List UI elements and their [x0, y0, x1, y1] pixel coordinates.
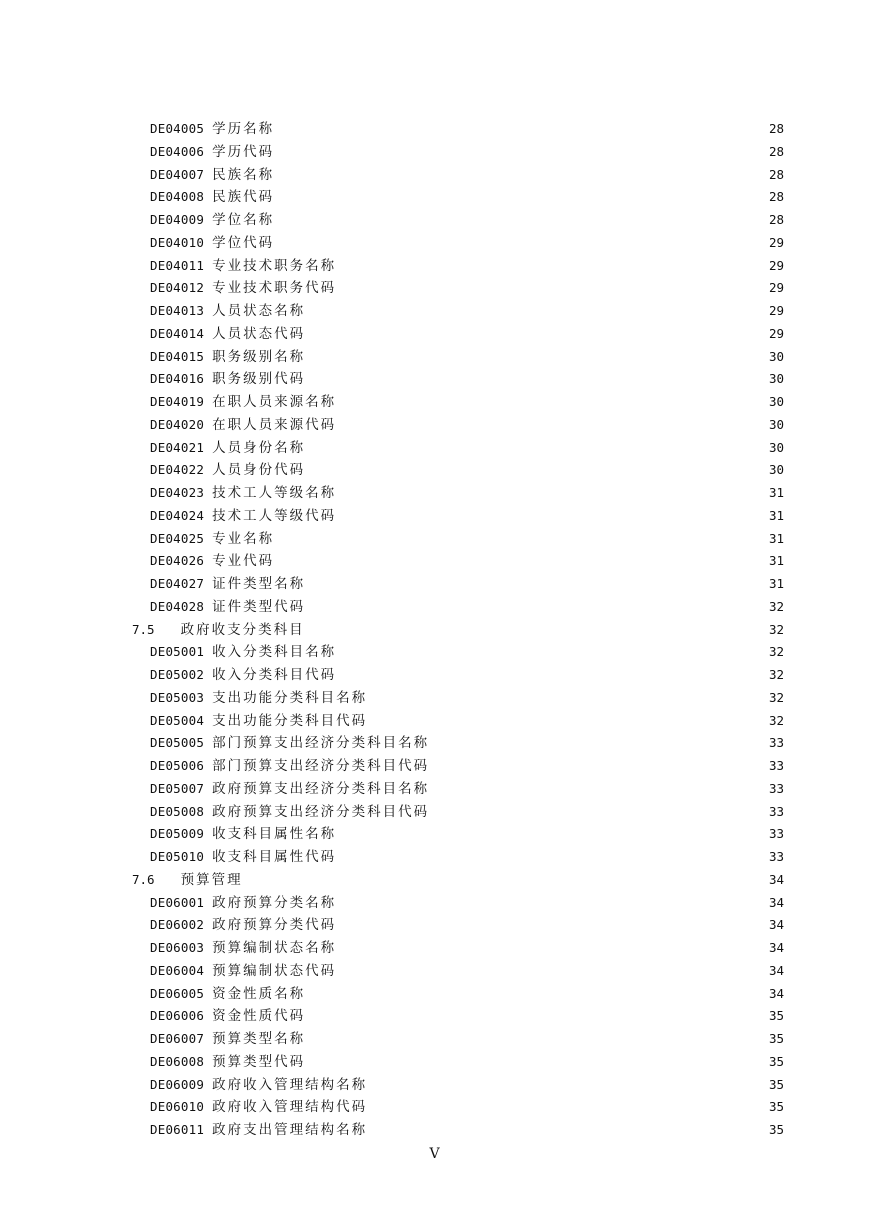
toc-dot-leader	[309, 619, 764, 642]
toc-entry-code: DE05003	[150, 689, 205, 705]
toc-dot-leader	[340, 277, 764, 300]
toc-dot-leader	[340, 960, 764, 983]
toc-entry-page: 32	[768, 667, 784, 682]
toc-entry[interactable]	[0, 710, 784, 733]
toc-entry-title: 收入分类科目名称	[212, 644, 337, 661]
table-of-contents	[0, 118, 869, 1142]
toc-dot-leader	[340, 414, 764, 437]
toc-entry-page: 30	[768, 416, 784, 432]
toc-entry[interactable]	[0, 1096, 784, 1119]
toc-dot-leader	[309, 1028, 764, 1051]
toc-entry[interactable]	[0, 732, 784, 755]
toc-entry[interactable]	[0, 550, 784, 573]
toc-entry-page: 31	[768, 485, 784, 500]
toc-entry[interactable]	[0, 277, 784, 300]
toc-entry-title: 预算编制状态名称	[212, 940, 337, 956]
toc-dot-leader	[309, 596, 764, 619]
toc-entry[interactable]	[0, 1005, 784, 1028]
toc-entry-title: 收入分类科目代码	[212, 667, 337, 683]
toc-entry-page: 29	[768, 234, 784, 250]
toc-entry[interactable]	[0, 1119, 784, 1142]
toc-entry[interactable]	[0, 641, 784, 664]
toc-entry-page: 33	[768, 780, 784, 796]
toc-entry-page: 35	[768, 1053, 784, 1069]
toc-dot-leader	[371, 1096, 764, 1119]
toc-entry-code: DE04012	[150, 280, 205, 296]
toc-entry-code: DE05002	[150, 667, 205, 682]
toc-entry-page: 34	[768, 940, 784, 955]
toc-entry-code: DE04008	[150, 189, 205, 205]
toc-entry[interactable]	[0, 391, 784, 414]
toc-entry-code: DE04013	[150, 303, 205, 318]
toc-entry-code: DE05001	[150, 644, 205, 660]
toc-entry[interactable]	[0, 300, 784, 323]
toc-entry-code: DE05006	[150, 758, 205, 773]
toc-entry-title: 支出功能分类科目代码	[212, 712, 368, 729]
toc-entry-code: DE06010	[150, 1099, 205, 1115]
toc-entry[interactable]	[0, 232, 784, 255]
toc-entry[interactable]	[0, 937, 784, 960]
toc-entry[interactable]	[0, 528, 784, 551]
toc-entry-title: 在职人员来源代码	[212, 416, 337, 433]
toc-entry-code: DE05009	[150, 826, 205, 842]
toc-entry-code: DE04006	[150, 143, 205, 159]
toc-dot-leader	[309, 437, 764, 460]
toc-entry-code: DE04010	[150, 234, 205, 250]
toc-entry-title: 人员身份名称	[212, 439, 306, 456]
toc-entry[interactable]	[0, 801, 784, 824]
toc-entry-title: 收支科目属性代码	[212, 849, 337, 865]
toc-entry[interactable]	[0, 914, 784, 937]
toc-entry-title: 政府预算分类名称	[212, 894, 337, 911]
toc-entry-page: 34	[768, 917, 784, 933]
toc-entry-title: 预算类型名称	[212, 1031, 306, 1047]
toc-dot-leader	[371, 710, 764, 733]
toc-dot-leader	[433, 778, 764, 801]
toc-dot-leader	[309, 323, 764, 346]
toc-entry-code: DE04025	[150, 530, 205, 546]
toc-dot-leader	[309, 346, 764, 369]
toc-entry[interactable]	[0, 823, 784, 846]
toc-entry[interactable]	[0, 892, 784, 915]
toc-dot-leader	[340, 641, 764, 664]
toc-entry-title: 学位代码	[212, 234, 275, 251]
toc-dot-leader	[340, 914, 764, 937]
toc-dot-leader	[309, 573, 764, 596]
toc-entry-title: 技术工人等级名称	[212, 485, 337, 501]
toc-entry-page: 30	[768, 371, 784, 387]
toc-entry-code: DE04022	[150, 462, 205, 478]
toc-dot-leader	[371, 687, 764, 710]
toc-dot-leader	[309, 300, 764, 323]
page-number: V	[429, 1146, 440, 1162]
toc-entry[interactable]	[0, 186, 784, 209]
toc-entry-page: 34	[768, 985, 784, 1001]
toc-entry-title: 政府预算分类代码	[212, 917, 337, 934]
toc-entry-page: 33	[768, 826, 784, 842]
toc-dot-leader	[340, 892, 764, 915]
toc-entry-title: 学位名称	[212, 212, 275, 228]
toc-dot-leader	[309, 1005, 764, 1028]
toc-dot-leader	[309, 368, 764, 391]
toc-entry-page: 28	[768, 212, 784, 227]
toc-entry-page: 34	[768, 962, 784, 978]
toc-entry[interactable]	[0, 596, 784, 619]
toc-entry-page: 32	[768, 689, 784, 705]
toc-entry-page: 31	[768, 507, 784, 523]
toc-entry-title: 预算编制状态代码	[212, 962, 337, 979]
toc-entry-page: 31	[768, 576, 784, 591]
toc-entry-code: DE04020	[150, 416, 205, 432]
toc-dot-leader	[309, 1051, 764, 1074]
toc-dot-leader	[278, 164, 764, 187]
toc-entry-code: DE05010	[150, 849, 205, 864]
toc-entry-code: DE04011	[150, 257, 205, 273]
toc-entry-title: 专业名称	[212, 530, 275, 547]
toc-entry-title: 证件类型名称	[212, 576, 306, 592]
toc-entry[interactable]	[0, 573, 784, 596]
toc-entry-code: DE04023	[150, 485, 205, 500]
toc-dot-leader	[278, 528, 764, 551]
toc-dot-leader	[309, 983, 764, 1006]
toc-entry-title: 职务级别代码	[212, 371, 306, 388]
toc-entry-page: 30	[768, 462, 784, 478]
toc-entry-title: 学历名称	[212, 121, 275, 137]
toc-entry-title: 人员状态代码	[212, 325, 306, 342]
toc-entry[interactable]	[0, 141, 784, 164]
toc-entry-code: DE05004	[150, 712, 205, 728]
toc-entry-code: DE05008	[150, 803, 205, 819]
toc-section-number: 7.5	[132, 621, 155, 637]
toc-entry[interactable]	[0, 368, 784, 391]
toc-entry-title: 专业技术职务名称	[212, 257, 337, 274]
toc-entry-page: 30	[768, 439, 784, 455]
toc-entry-page: 34	[768, 871, 784, 887]
toc-entry-title: 民族名称	[212, 166, 275, 183]
toc-entry-page: 32	[768, 712, 784, 728]
toc-entry-title: 政府收入管理结构代码	[212, 1099, 368, 1116]
toc-entry-title: 部门预算支出经济分类科目名称	[212, 735, 430, 752]
toc-entry-title: 人员身份代码	[212, 462, 306, 479]
toc-dot-leader	[371, 1119, 764, 1142]
toc-entry-title: 支出功能分类科目名称	[212, 689, 368, 706]
toc-entry-title: 学历代码	[212, 143, 275, 160]
toc-entry-code: DE04015	[150, 348, 205, 364]
toc-entry-page: 32	[768, 621, 784, 637]
toc-entry[interactable]	[0, 209, 784, 232]
toc-entry-title: 在职人员来源名称	[212, 394, 337, 410]
toc-dot-leader	[278, 209, 764, 232]
toc-entry-title: 预算类型代码	[212, 1053, 306, 1070]
toc-entry[interactable]	[0, 846, 784, 869]
toc-entry[interactable]	[0, 687, 784, 710]
toc-entry-title: 政府支出管理结构名称	[212, 1122, 368, 1138]
toc-entry[interactable]	[0, 482, 784, 505]
toc-entry-code: DE04026	[150, 553, 205, 569]
toc-entry-title: 政府预算支出经济分类科目名称	[212, 780, 430, 797]
toc-entry-page: 33	[768, 849, 784, 864]
toc-dot-leader	[340, 505, 764, 528]
toc-entry-code: DE05005	[150, 735, 205, 751]
toc-entry-code: DE04021	[150, 439, 205, 455]
toc-entry-code: DE04024	[150, 507, 205, 523]
toc-entry-title: 资金性质代码	[212, 1008, 306, 1025]
toc-entry-page: 31	[768, 553, 784, 569]
toc-dot-leader	[340, 391, 764, 414]
toc-entry-code: DE04028	[150, 598, 205, 614]
toc-entry-page: 29	[768, 280, 784, 296]
toc-entry[interactable]	[0, 1051, 784, 1074]
toc-entry[interactable]	[0, 983, 784, 1006]
toc-dot-leader	[278, 550, 764, 573]
toc-entry-title: 证件类型代码	[212, 598, 306, 615]
toc-entry-title: 收支科目属性名称	[212, 826, 337, 843]
toc-dot-leader	[309, 459, 764, 482]
toc-entry-code: DE04005	[150, 121, 205, 136]
toc-dot-leader	[340, 255, 764, 278]
toc-entry-page: 34	[768, 894, 784, 910]
toc-entry[interactable]	[0, 255, 784, 278]
toc-entry-code: DE06006	[150, 1008, 205, 1024]
toc-dot-leader	[340, 482, 764, 505]
toc-section-entry[interactable]	[0, 869, 784, 892]
toc-entry[interactable]	[0, 414, 784, 437]
toc-entry-page: 29	[768, 325, 784, 341]
toc-entry-page: 28	[768, 189, 784, 205]
toc-entry-page: 29	[768, 257, 784, 273]
toc-entry-page: 28	[768, 166, 784, 182]
toc-entry-title: 专业代码	[212, 553, 275, 570]
toc-entry-title: 预算管理	[180, 871, 243, 888]
toc-entry-page: 28	[768, 121, 784, 136]
toc-entry-title: 政府收入管理结构名称	[212, 1076, 368, 1093]
toc-entry-title: 部门预算支出经济分类科目代码	[212, 758, 430, 774]
toc-entry-title: 资金性质名称	[212, 985, 306, 1002]
toc-entry[interactable]	[0, 118, 784, 141]
toc-entry[interactable]	[0, 664, 784, 687]
toc-entry-title: 职务级别名称	[212, 348, 306, 365]
toc-entry-code: DE06001	[150, 894, 205, 910]
toc-entry-title: 技术工人等级代码	[212, 507, 337, 524]
toc-entry-page: 33	[768, 735, 784, 751]
toc-dot-leader	[278, 232, 764, 255]
toc-entry[interactable]	[0, 778, 784, 801]
toc-dot-leader	[278, 186, 764, 209]
toc-entry-code: DE06008	[150, 1053, 205, 1069]
toc-entry-code: DE05007	[150, 780, 205, 796]
toc-dot-leader	[247, 869, 764, 892]
toc-entry-code: DE04014	[150, 325, 205, 341]
toc-entry-title: 专业技术职务代码	[212, 280, 337, 297]
toc-dot-leader	[278, 141, 764, 164]
toc-dot-leader	[371, 1074, 764, 1097]
toc-dot-leader	[433, 732, 764, 755]
toc-entry[interactable]	[0, 437, 784, 460]
toc-entry[interactable]	[0, 323, 784, 346]
toc-entry-title: 民族代码	[212, 189, 275, 206]
toc-entry-page: 35	[768, 1122, 784, 1137]
toc-section-number: 7.6	[132, 871, 155, 887]
toc-entry-page: 32	[768, 598, 784, 614]
toc-entry[interactable]	[0, 459, 784, 482]
toc-entry-page: 35	[768, 1076, 784, 1092]
toc-entry[interactable]	[0, 164, 784, 187]
toc-entry-code: DE06007	[150, 1031, 205, 1046]
toc-entry-page: 35	[768, 1031, 784, 1046]
toc-entry-title: 人员状态名称	[212, 303, 306, 319]
toc-entry-page: 35	[768, 1099, 784, 1115]
toc-entry-page: 32	[768, 644, 784, 660]
toc-entry-code: DE06009	[150, 1076, 205, 1092]
toc-entry-page: 30	[768, 348, 784, 364]
toc-entry-page: 33	[768, 803, 784, 819]
toc-dot-leader	[278, 118, 764, 141]
toc-entry-page: 33	[768, 758, 784, 773]
toc-entry[interactable]	[0, 1028, 784, 1051]
toc-entry-code: DE06004	[150, 962, 205, 978]
toc-entry-page: 28	[768, 143, 784, 159]
toc-entry-code: DE06011	[150, 1122, 205, 1137]
toc-dot-leader	[340, 664, 764, 687]
toc-entry-code: DE04007	[150, 166, 205, 182]
toc-entry-page: 29	[768, 303, 784, 318]
toc-dot-leader	[433, 755, 764, 778]
toc-dot-leader	[340, 823, 764, 846]
toc-dot-leader	[340, 937, 764, 960]
toc-entry-code: DE04019	[150, 394, 205, 409]
toc-entry-code: DE04016	[150, 371, 205, 387]
toc-entry-code: DE04009	[150, 212, 205, 227]
toc-dot-leader	[433, 801, 764, 824]
toc-entry-page: 30	[768, 394, 784, 409]
toc-entry-code: DE04027	[150, 576, 205, 591]
toc-entry-title: 政府预算支出经济分类科目代码	[212, 803, 430, 820]
toc-entry[interactable]	[0, 755, 784, 778]
toc-entry-page: 31	[768, 530, 784, 546]
toc-section-entry[interactable]	[0, 619, 784, 642]
toc-entry-title: 政府收支分类科目	[180, 621, 305, 638]
toc-dot-leader	[340, 846, 764, 869]
toc-entry[interactable]	[0, 960, 784, 983]
toc-entry-code: DE06003	[150, 940, 205, 955]
toc-entry-page: 35	[768, 1008, 784, 1024]
toc-entry[interactable]	[0, 505, 784, 528]
toc-entry-code: DE06005	[150, 985, 205, 1001]
toc-entry[interactable]	[0, 346, 784, 369]
toc-entry[interactable]	[0, 1074, 784, 1097]
toc-entry-code: DE06002	[150, 917, 205, 933]
